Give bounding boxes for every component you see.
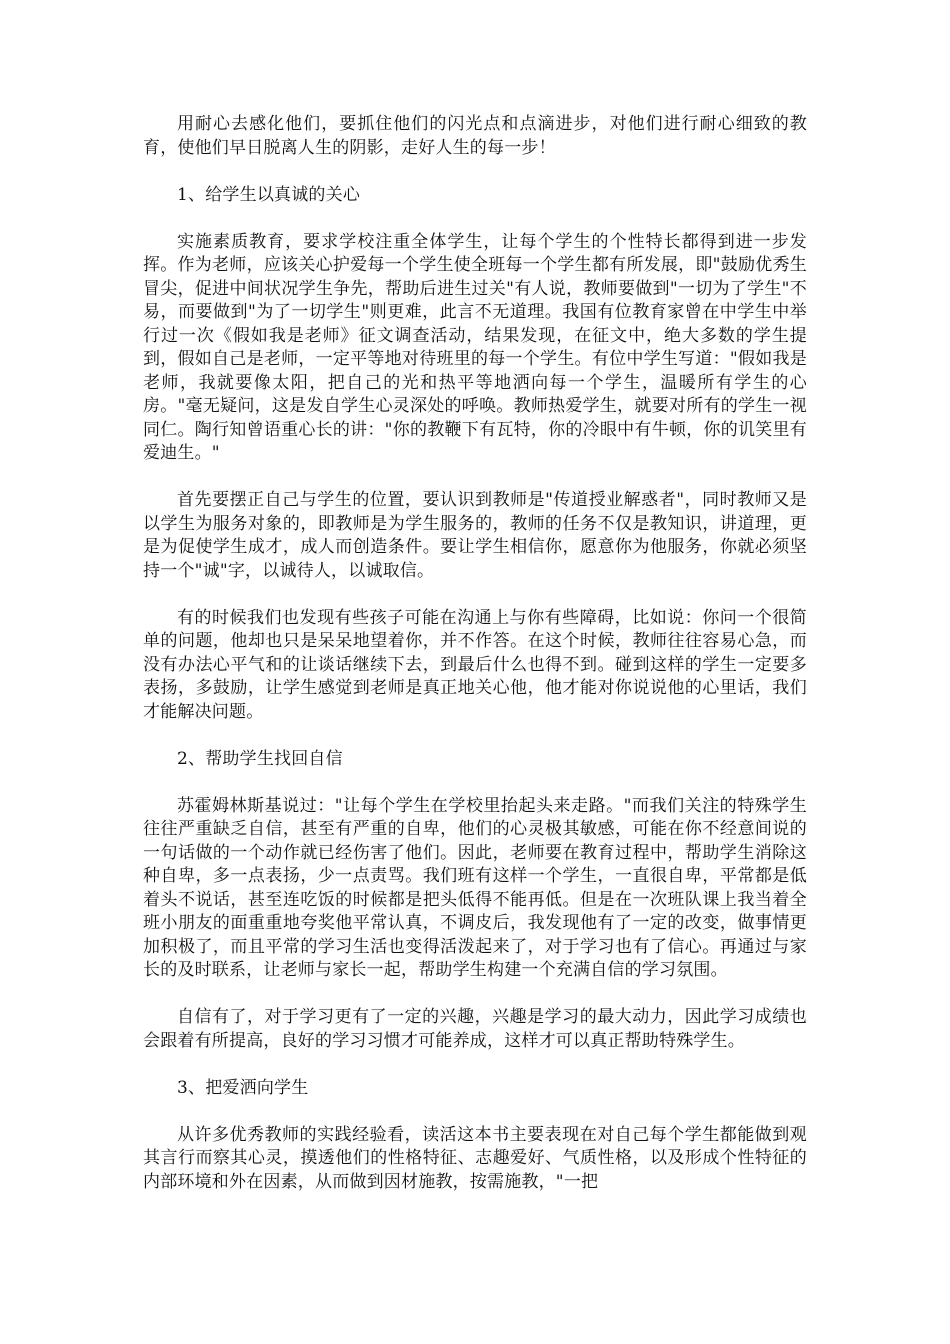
paragraph-intro: 用耐心去感化他们，要抓住他们的闪光点和点滴进步，对他们进行耐心细致的教育，使他们早日脱离人生的阴影，走好人生的每一步！ <box>143 114 807 158</box>
section-heading-2: 2、帮助学生找回自信 <box>177 748 343 769</box>
paragraph-care-1: 实施素质教育，要求学校注重全体学生，让每个学生的个性特长都得到进一步发挥。作为老师，应该关心护爱每一个学生使全班每一个学生都有所发展，即"鼓励优秀生冒尖，促进中间状况学生争先，帮助后进生过关"有人说，教师要做到"一切为了学生"不易，而要做到"为了一切学生"则更难，此言不无道理。我国有位教育家曾在中学生中举行过一次《假如我是老师》征文调查活动，结果发现，在征文中，绝大多数的学生提到，假如自己是老师，一定平等地对待班里的每一个学生。有位中学生写道："假如我是老师，我就要像太阳，把自己的光和热平等地洒向每一个学生，温暖所有学生的心房。"毫无疑问，这是发自学生心灵深处的呼唤。教师热爱学生，就要对所有的学生一视同仁。陶行知曾语重心长的讲："你的教鞭下有瓦特，你的冷眼中有牛顿，你的讥笑里有爱迪生。" <box>143 231 807 463</box>
section-heading-3: 3、把爱洒向学生 <box>177 1077 309 1098</box>
paragraph-love-1: 从许多优秀教师的实践经验看，读活这本书主要表现在对自己每个学生都能做到观其言行而察其心灵，摸透他们的性格特征、志趣爱好、气质性格，以及形成个性特征的内部环境和外在因素，从而做到因材施教，按需施教，"一把 <box>143 1124 807 1192</box>
paragraph-confidence-2: 自信有了，对于学习更有了一定的兴趣，兴趣是学习的最大动力，因此学习成绩也会跟着有所提高，良好的学习习惯才可能养成，这样才可以真正帮助特殊学生。 <box>143 1007 807 1051</box>
paragraph-care-3: 有的时候我们也发现有些孩子可能在沟通上与你有些障碍，比如说：你问一个很简单的问题，他却也只是呆呆地望着你，并不作答。在这个时候，教师往往容易心急，而没有办法心平气和的让谈话继续下去，到最后什么也得不到。碰到这样的学生一定要多表扬，多鼓励，让学生感觉到老师是真正地关心他，他才能对你说说他的心里话，我们才能解决问题。 <box>143 607 807 722</box>
section-heading-1: 1、给学生以真诚的关心 <box>177 184 361 205</box>
paragraph-care-2: 首先要摆正自己与学生的位置，要认识到教师是"传道授业解惑者"，同时教师又是以学生为服务对象的，即教师是为学生服务的，教师的任务不仅是教知识，讲道理，更是为促使学生成才，成人而创造条件。要让学生相信你，愿意你为他服务，你就必须坚持一个"诚"字，以诚待人，以诚取信。 <box>143 490 807 581</box>
paragraph-confidence-1: 苏霍姆林斯基说过："让每个学生在学校里抬起头来走路。"而我们关注的特殊学生往往严重缺乏自信，甚至有严重的自卑，他们的心灵极其敏感，可能在你不经意间说的一句话做的一个动作就已经伤害了他们。因此，老师要在教育过程中，帮助学生消除这种自卑，多一点表扬，少一点责骂。我们班有这样一个学生，一直很自卑，平常都是低着头不说话，甚至连吃饭的时候都是把头低得不能再低。但是在一次班队课上我当着全班小朋友的面重重地夸奖他平常认真，不调皮后，我发现他有了一定的改变，做事情更加积极了，而且平常的学习生活也变得活泼起来了，对于学习也有了信心。再通过与家长的及时联系，让老师与家长一起，帮助学生构建一个充满自信的学习氛围。 <box>143 795 807 980</box>
document-page <box>143 113 807 1218</box>
